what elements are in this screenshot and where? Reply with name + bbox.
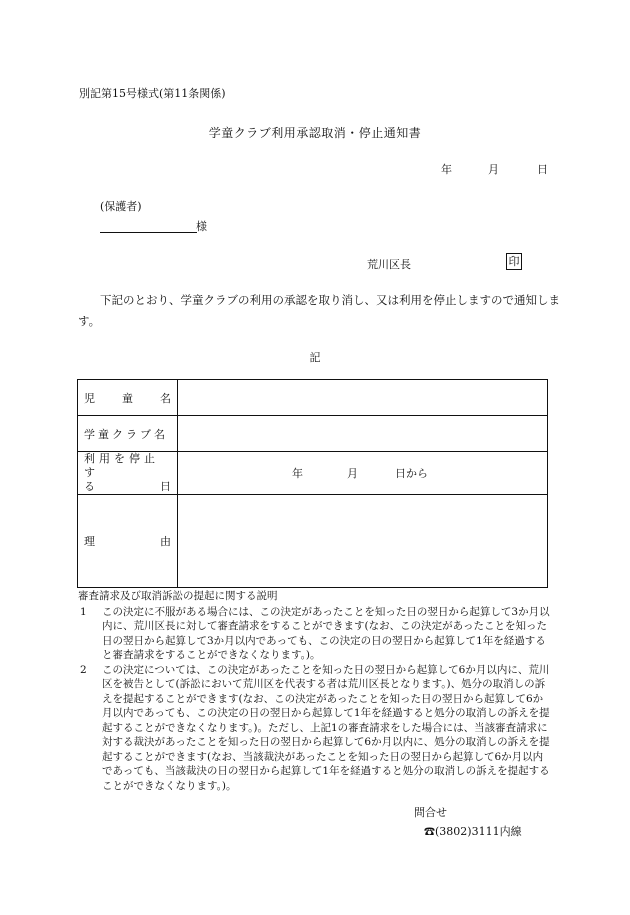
form-number: 別記第15号様式(第11条関係) bbox=[79, 87, 226, 100]
club-name-field[interactable] bbox=[178, 416, 548, 452]
explanation-heading: 審査請求及び取消訴訟の提起に関する説明 bbox=[78, 590, 278, 602]
stop-date-field[interactable] bbox=[178, 452, 548, 495]
date-month-label: 月 bbox=[488, 163, 499, 176]
guardian-label: (保護者) bbox=[100, 200, 142, 213]
club-name-label: 学童クラブ名 bbox=[78, 416, 178, 452]
child-name-label: 児 童 名 bbox=[78, 380, 178, 416]
ki-heading: 記 bbox=[309, 351, 321, 364]
appeal-explanation bbox=[78, 589, 550, 793]
honorific-sama: 様 bbox=[196, 220, 207, 233]
contact-label: 問合せ bbox=[414, 806, 447, 819]
period-month-label: 月 bbox=[347, 467, 358, 480]
seal-stamp: 印 bbox=[506, 253, 522, 270]
reason-label: 理 由 bbox=[78, 495, 178, 588]
recipient-name-line[interactable] bbox=[100, 232, 197, 233]
child-name-field[interactable] bbox=[178, 380, 548, 416]
list-item: 2 この決定については、この決定があったことを知った日の翌日から起算して6か月以内に、荒川区を被告として(訴訟において荒川区を代表する者は荒川区長となります。)、処分の取消しの訴えを提起することができます(なお、この決定があったことを知った日の翌日から起算して6か月以内であっても、この決定の日の翌日から起算して1年を経過すると処分の取消しの訴えを提起することができなくなります。)。ただし、上記1の審査請求をした場合には、当該審査請求に対する裁決があったことを知った日の翌日から起算して6か月以内に、処分の取消しの訴えを提起することができます(なお、当該裁決があったことを知った日の翌日から起算して6か月以内であっても、当該裁決の日の翌日から起算して1年を経過すると処分の取消しの訴えを提起することができなくなります。)。 bbox=[80, 663, 550, 792]
phone-number: ☎(3802)3111内線 bbox=[424, 825, 522, 838]
period-from-label: 日から bbox=[395, 467, 428, 480]
table-row bbox=[78, 416, 548, 452]
period-year-label: 年 bbox=[292, 467, 303, 480]
table-row bbox=[78, 452, 548, 495]
date-day-label: 日 bbox=[537, 163, 548, 176]
document-title: 学童クラブ利用承認取消・停止通知書 bbox=[208, 126, 422, 140]
reason-field[interactable] bbox=[178, 495, 548, 588]
list-item: 1 この決定に不服がある場合には、この決定があったことを知った日の翌日から起算して3か月以内に、荒川区長に対して審査請求をすることができます(なお、この決定があったことを知った日の翌日から起算して3か月以内であっても、この決定の日の翌日から起算して1年を経過すると審査請求をすることができなくなります。)。 bbox=[80, 605, 550, 661]
date-year-label: 年 bbox=[441, 163, 452, 176]
issuer-mayor: 荒川区長 bbox=[367, 258, 411, 271]
notice-body: 下記のとおり、学童クラブの利用の承認を取り消し、又は利用を停止しますので通知します。 bbox=[78, 293, 560, 328]
stop-date-label: 利用を停止す る 日 bbox=[78, 452, 178, 495]
table-row bbox=[78, 380, 548, 416]
table-row bbox=[78, 495, 548, 588]
details-table bbox=[77, 379, 548, 588]
